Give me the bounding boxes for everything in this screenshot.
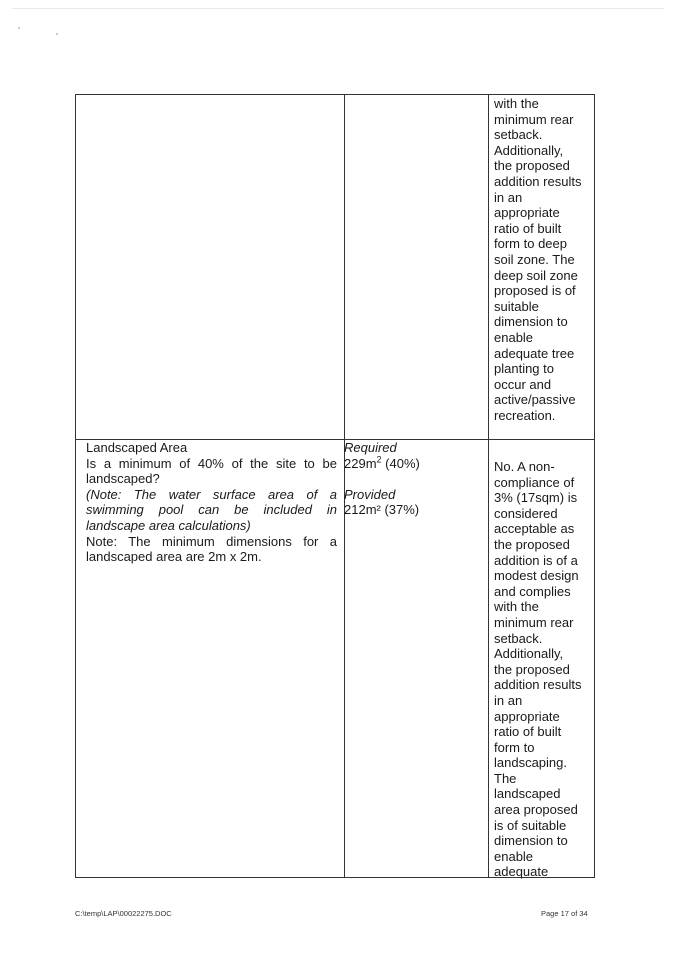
page-edge: [12, 8, 664, 9]
row1-proposal-cell: [348, 95, 484, 439]
column-divider: [488, 95, 489, 877]
row2-comment-cell: No. A non- compliance of 3% (17sqm) is considered acceptable as the proposed addition is of a modest design and complies with the minimum rear setback. Additionally, the proposed addition results in an appropriate ratio of built form to landscaping. The landscaped area proposed is of suitable dimension to enable adequate: [494, 459, 582, 880]
row2-control-cell: [86, 440, 337, 565]
footer-page-number: Page 17 of 34: [541, 909, 588, 918]
provided-label: Provided: [344, 486, 396, 502]
control-note: Note: The minimum dimensions for a landscaped area are 2m x 2m.: [86, 533, 337, 565]
scan-speck: [18, 27, 20, 29]
scan-speck: [56, 33, 58, 35]
required-label: Required: [344, 440, 397, 455]
control-question: Is a minimum of 40% of the site to be landscaped?: [86, 455, 337, 487]
compliance-table: [75, 94, 595, 878]
row1-comment-cell: with the minimum rear setback. Additionally, the proposed addition results in an appropriate ratio of built form to deep soil zone. The deep soil zone proposed is of suitable dimension to enable adequate tree planting to occur and active/passive recreation.: [494, 96, 582, 423]
control-note-italic: (Note: The water surface area of a swimming pool can be included in landscape area calculations): [86, 486, 337, 533]
required-superscript: 2: [376, 454, 382, 465]
row2-proposal-cell: [344, 440, 484, 518]
footer-file-path: C:\temp\LAP\00022275.DOC: [75, 909, 172, 918]
provided-value: 212m² (37%): [344, 502, 420, 518]
row1-control-cell: [80, 95, 340, 439]
required-value: $229m^2$ (40%): [344, 454, 420, 471]
control-title: Landscaped Area: [86, 440, 188, 455]
